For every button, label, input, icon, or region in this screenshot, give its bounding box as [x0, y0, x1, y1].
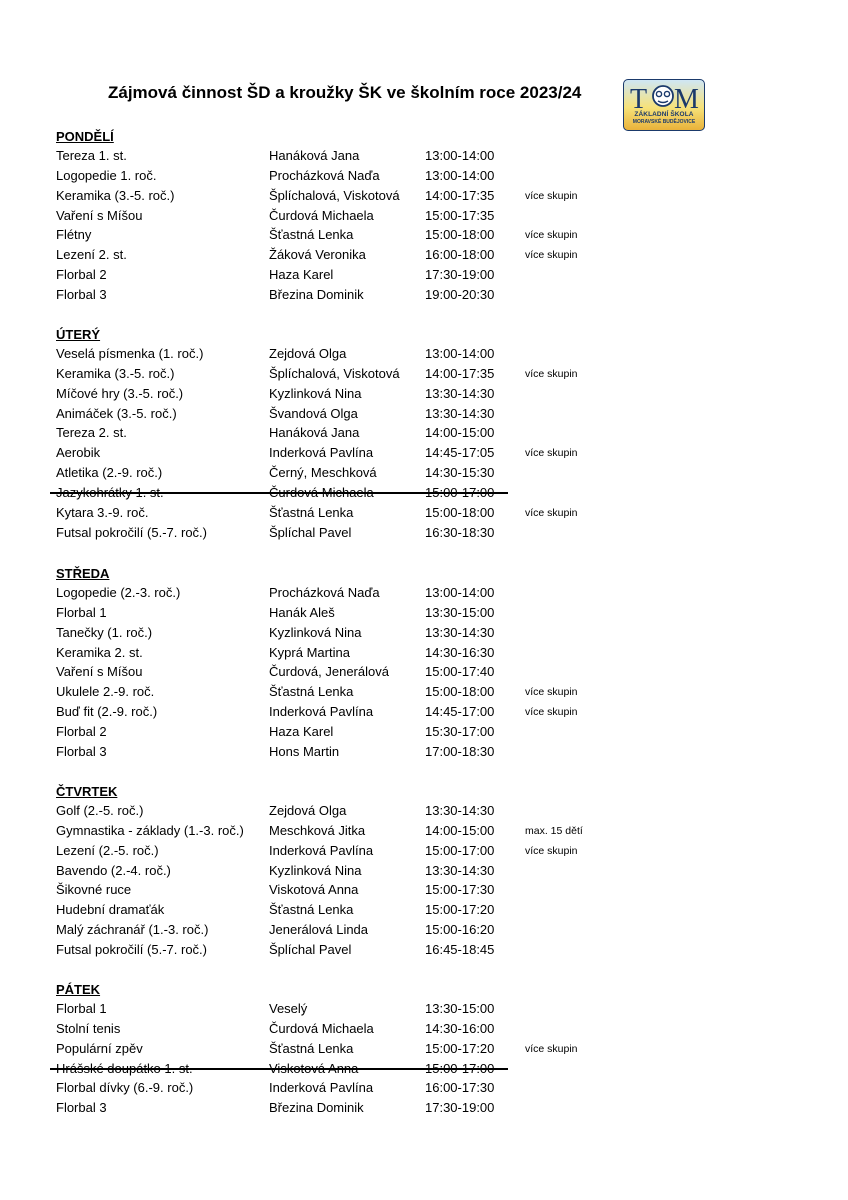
activity-name: Keramika 2. st. [56, 644, 143, 660]
teacher-name: Hanáková Jana [269, 148, 360, 163]
teacher-name: Šťastná Lenka [269, 1040, 354, 1056]
activity-name: Futsal pokročilí (5.-7. roč.) [56, 524, 207, 540]
teacher-name: Haza Karel [269, 723, 334, 739]
activity-name: Florbal dívky (6.-9. roč.) [56, 1080, 194, 1096]
teacher-name: Procházková Naďa [269, 167, 380, 183]
note-label: více skupin [525, 506, 578, 519]
activity-name: Florbal 1 [56, 604, 107, 620]
teacher-name: Veselý [269, 1001, 308, 1016]
time-range: 13:30-14:30 [425, 803, 495, 818]
time-range: 13:30-15:00 [425, 604, 495, 620]
activity-name: Tereza 2. st. [56, 425, 127, 441]
note-label: více skupin [525, 686, 578, 699]
time-range: 15:00-18:00 [425, 684, 495, 700]
activity-name: Ukulele 2.-9. roč. [56, 684, 155, 700]
teacher-name: Haza Karel [269, 267, 334, 283]
time-range: 13:00-14:00 [425, 167, 495, 183]
time-range: 15:00-16:20 [425, 922, 495, 938]
teacher-name: Šťastná Lenka [269, 227, 354, 243]
time-range: 14:00-17:35 [425, 365, 495, 381]
time-range: 16:00-17:30 [425, 1080, 495, 1096]
activity-name: Logopedie 1. roč. [56, 167, 157, 183]
teacher-name: Čurdová Michaela [269, 484, 374, 500]
activity-name: Florbal 3 [56, 743, 107, 759]
day-heading: PONDĚLÍ [56, 129, 114, 144]
teacher-name: Šplíchalová, Viskotová [269, 187, 400, 203]
teacher-name: Kyprá Martina [269, 644, 350, 660]
activity-name: Florbal 2 [56, 723, 107, 739]
day-heading: STŘEDA [56, 566, 110, 581]
activity-name: Golf (2.-5. roč.) [56, 803, 144, 818]
activity-name: Atletika (2.-9. roč.) [56, 465, 163, 481]
activity-name: Hudební dramaťák [56, 902, 165, 918]
time-range: 13:30-14:30 [425, 624, 495, 640]
activity-name: Lezení (2.-5. roč.) [56, 842, 159, 858]
teacher-name: Žáková Veronika [269, 247, 366, 263]
day-heading: ČTVRTEK [56, 784, 118, 799]
activity-name: Tereza 1. st. [56, 148, 127, 163]
teacher-name: Zejdová Olga [269, 803, 347, 818]
time-range: 14:30-15:30 [425, 465, 495, 481]
time-range: 13:00-14:00 [425, 585, 495, 600]
teacher-name: Jenerálová Linda [269, 922, 369, 938]
teacher-name: Švandová Olga [269, 405, 358, 421]
teacher-name: Březina Dominik [269, 1100, 364, 1116]
teacher-name: Šplíchalová, Viskotová [269, 365, 400, 381]
time-range: 16:30-18:30 [425, 524, 495, 540]
activity-name: Bavendo (2.-4. roč.) [56, 862, 171, 878]
time-range: 14:30-16:30 [425, 644, 495, 660]
teacher-name: Viskotová Anna [269, 1060, 359, 1076]
note-label: více skupin [525, 1042, 578, 1055]
note-label: více skupin [525, 229, 578, 242]
time-range: 13:00-14:00 [425, 148, 495, 163]
activity-name: Logopedie (2.-3. roč.) [56, 585, 181, 600]
teacher-name: Čurdová, Jenerálová [269, 664, 389, 680]
activity-name: Jazykohrátky 1. st. [56, 484, 164, 500]
time-range: 14:00-15:00 [425, 425, 495, 441]
activity-name: Populární zpěv [56, 1040, 143, 1056]
teacher-name: Čurdová Michaela [269, 207, 374, 223]
teacher-name: Hanáková Jana [269, 425, 360, 441]
time-range: 15:00-17:20 [425, 1040, 495, 1056]
time-range: 15:00-18:00 [425, 504, 495, 520]
time-range: 15:00-18:00 [425, 227, 495, 243]
time-range: 17:30-19:00 [425, 267, 495, 283]
note-label: více skupin [525, 367, 578, 380]
teacher-name: Kyzlinková Nina [269, 862, 362, 878]
time-range: 17:30-19:00 [425, 1100, 495, 1116]
time-range: 15:00-17:00 [425, 1060, 495, 1076]
time-range: 15:00-17:20 [425, 902, 495, 918]
time-range: 15:00-17:00 [425, 842, 495, 858]
teacher-name: Zejdová Olga [269, 346, 347, 361]
time-range: 17:00-18:30 [425, 743, 495, 759]
activity-name: Florbal 3 [56, 1100, 107, 1116]
teacher-name: Inderková Pavlína [269, 1080, 374, 1096]
strikethrough-line [50, 1068, 508, 1070]
activity-name: Keramika (3.-5. roč.) [56, 365, 175, 381]
activity-name: Hrášské doupátko 1. st. [56, 1060, 193, 1076]
teacher-name: Meschková Jitka [269, 822, 366, 838]
time-range: 19:00-20:30 [425, 286, 495, 302]
teacher-name: Šplíchal Pavel [269, 941, 352, 957]
teacher-name: Březina Dominik [269, 286, 364, 302]
activity-name: Míčové hry (3.-5. roč.) [56, 385, 184, 401]
time-range: 14:30-16:00 [425, 1020, 495, 1036]
activity-name: Florbal 3 [56, 286, 107, 302]
time-range: 16:00-18:00 [425, 247, 495, 263]
activity-name: Flétny [56, 227, 92, 243]
note-label: max. 15 dětí [525, 824, 583, 837]
activity-name: Vaření s Míšou [56, 207, 143, 223]
time-range: 13:00-14:00 [425, 346, 495, 361]
time-range: 14:00-17:35 [425, 187, 495, 203]
teacher-name: Šťastná Lenka [269, 684, 354, 700]
time-range: 14:45-17:00 [425, 704, 495, 720]
tgm-logo-icon [624, 80, 704, 112]
teacher-name: Šplíchal Pavel [269, 524, 352, 540]
time-range: 13:30-14:30 [425, 385, 495, 401]
teacher-name: Inderková Pavlína [269, 842, 374, 858]
note-label: více skupin [525, 844, 578, 857]
note-label: více skupin [525, 249, 578, 262]
logo-line1: ZÁKLADNÍ ŠKOLA [634, 111, 694, 118]
teacher-name: Hanák Aleš [269, 604, 335, 620]
time-range: 13:30-15:00 [425, 1001, 495, 1016]
school-logo [623, 79, 705, 131]
day-heading: PÁTEK [56, 982, 101, 997]
activity-name: Malý záchranář (1.-3. roč.) [56, 922, 209, 938]
activity-name: Florbal 1 [56, 1001, 107, 1016]
activity-name: Keramika (3.-5. roč.) [56, 187, 175, 203]
teacher-name: Procházková Naďa [269, 585, 380, 600]
svg-text:M: M [674, 84, 699, 112]
time-range: 15:00-17:35 [425, 207, 495, 223]
time-range: 14:00-15:00 [425, 822, 495, 838]
page-title: Zájmová činnost ŠD a kroužky ŠK ve školním roce 2023/24 [108, 83, 582, 102]
activity-name: Buď fit (2.-9. roč.) [56, 704, 158, 720]
activity-name: Animáček (3.-5. roč.) [56, 405, 177, 421]
time-range: 15:00-17:00 [425, 484, 495, 500]
activity-name: Florbal 2 [56, 267, 107, 283]
activity-name: Futsal pokročilí (5.-7. roč.) [56, 941, 207, 957]
svg-text:T: T [630, 84, 648, 112]
activity-name: Vaření s Míšou [56, 664, 143, 680]
teacher-name: Kyzlinková Nina [269, 385, 362, 401]
teacher-name: Šťastná Lenka [269, 902, 354, 918]
activity-name: Stolní tenis [56, 1020, 121, 1036]
activity-name: Tanečky (1. roč.) [56, 624, 153, 640]
time-range: 15:30-17:00 [425, 723, 495, 739]
teacher-name: Čurdová Michaela [269, 1020, 374, 1036]
time-range: 14:45-17:05 [425, 445, 495, 461]
activity-name: Šikovné ruce [56, 882, 132, 898]
note-label: více skupin [525, 447, 578, 460]
teacher-name: Viskotová Anna [269, 882, 359, 898]
note-label: více skupin [525, 706, 578, 719]
teacher-name: Inderková Pavlína [269, 445, 374, 461]
note-label: více skupin [525, 189, 578, 202]
teacher-name: Inderková Pavlína [269, 704, 374, 720]
activity-name: Veselá písmenka (1. roč.) [56, 346, 204, 361]
teacher-name: Šťastná Lenka [269, 504, 354, 520]
time-range: 15:00-17:40 [425, 664, 495, 680]
teacher-name: Kyzlinková Nina [269, 624, 362, 640]
activity-name: Kytara 3.-9. roč. [56, 504, 149, 520]
logo-line2: MORAVSKÉ BUDĚJOVICE [632, 119, 696, 125]
day-heading: ÚTERÝ [56, 327, 101, 342]
activity-name: Lezení 2. st. [56, 247, 127, 263]
time-range: 15:00-17:30 [425, 882, 495, 898]
time-range: 16:45-18:45 [425, 941, 495, 957]
teacher-name: Hons Martin [269, 743, 340, 759]
teacher-name: Černý, Meschková [269, 465, 377, 481]
time-range: 13:30-14:30 [425, 862, 495, 878]
activity-name: Gymnastika - základy (1.-3. roč.) [56, 822, 244, 838]
time-range: 13:30-14:30 [425, 405, 495, 421]
strikethrough-line [50, 492, 508, 494]
activity-name: Aerobik [56, 445, 101, 461]
